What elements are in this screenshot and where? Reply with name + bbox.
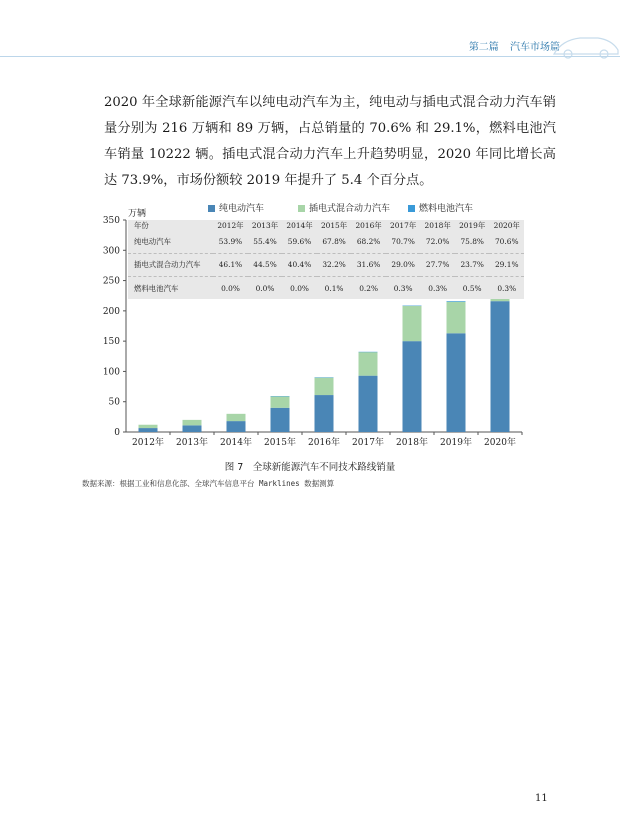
table-cell: 46.1%	[213, 253, 248, 276]
legend-label-phev: 插电式混合动力汽车	[309, 204, 391, 214]
bar-phev	[403, 306, 422, 341]
table-cell: 32.2%	[317, 253, 352, 276]
legend-label-bev: 纯电动汽车	[219, 204, 265, 214]
bar-phev	[227, 414, 246, 421]
table-header-row	[128, 220, 524, 231]
bar-phev	[139, 425, 158, 428]
table-header-cell: 2013年	[251, 221, 279, 230]
table-header-cell: 2015年	[320, 221, 348, 230]
table-header-cell: 2012年	[217, 221, 244, 230]
table-row	[128, 277, 524, 299]
bar-phev	[447, 302, 466, 333]
x-tick-label: 2014年	[220, 438, 252, 448]
table-cell: 53.9%	[213, 231, 248, 253]
x-tick-label: 2012年	[132, 438, 164, 448]
table-cell: 68.2%	[351, 231, 386, 253]
share-table	[128, 220, 524, 299]
table-cell: 纯电动汽车	[128, 231, 213, 253]
table-header-cell: 2018年	[424, 221, 451, 230]
bar-phev	[315, 377, 334, 395]
bar-phev	[183, 420, 202, 425]
table-cell: 29.1%	[489, 253, 524, 276]
bar-bev	[271, 408, 290, 432]
bar-bev	[447, 333, 466, 432]
y-tick-label: 300	[102, 246, 120, 257]
bar-bev	[227, 421, 246, 432]
table-cell: 0.0%	[255, 283, 275, 293]
table-cell: 40.4%	[282, 253, 317, 276]
x-tick-label: 2018年	[396, 438, 428, 448]
table-header-cell: 2016年	[355, 221, 382, 230]
bar-fcev	[447, 301, 466, 302]
table-cell: 插电式混合动力汽车	[128, 253, 213, 276]
table-cell: 29.0%	[386, 253, 421, 276]
x-tick-label: 2013年	[176, 438, 208, 448]
table-cell: 0.5%	[462, 283, 482, 293]
table-cell: 70.6%	[489, 231, 524, 253]
x-tick-label: 2015年	[264, 438, 296, 448]
table-cell: 0.3%	[497, 283, 517, 293]
bar-bev	[183, 425, 202, 432]
legend-label-fcev: 燃料电池汽车	[419, 204, 474, 214]
table-cell: 44.5%	[248, 253, 283, 276]
y-tick-label: 250	[102, 276, 120, 287]
x-tick-label: 2016年	[308, 438, 340, 448]
table-cell: 75.8%	[455, 231, 490, 253]
table-cell: 31.6%	[351, 253, 386, 276]
x-tick-label: 2017年	[352, 438, 384, 448]
table-cell: 27.7%	[420, 253, 455, 276]
table-cell: 0.0%	[290, 283, 309, 293]
table-cell: 0.1%	[324, 283, 344, 293]
table-header-cell: 2017年	[390, 221, 417, 230]
table-cell: 55.4%	[248, 231, 283, 253]
y-tick-label: 150	[102, 337, 120, 348]
table-cell: 59.6%	[282, 231, 317, 253]
y-tick-label: 50	[108, 397, 120, 408]
table-cell: 燃料电池汽车	[134, 283, 179, 293]
table-header-cell: 年份	[134, 221, 149, 230]
body-paragraph: 2020 年全球新能源汽车以纯电动汽车为主，纯电动与插电式混合动力汽车销量分别为 216 万辆和 89 万辆，占总销量的 70.6% 和 29.1%，燃料电池汽车销量 10222 辆。插电式混合动力汽车上升趋势明显，2020 年同比增长高达 73.9%，市场份额较 2019 年提升了 5.4 个百分点。	[104, 95, 556, 188]
table-cell: 70.7%	[386, 231, 421, 253]
bar-phev	[271, 396, 290, 408]
y-axis-unit: 万辆	[128, 209, 147, 219]
bar-phev	[359, 352, 378, 376]
y-tick-label: 100	[102, 367, 120, 378]
table-cell: 0.3%	[428, 283, 448, 293]
table-row	[128, 231, 524, 253]
table-cell: 72.0%	[420, 231, 455, 253]
bar-bev	[403, 341, 422, 432]
y-tick-label: 200	[102, 306, 120, 317]
table-cell: 0.2%	[359, 283, 378, 293]
bar-bev	[315, 395, 334, 432]
x-tick-label: 2019年	[440, 438, 472, 448]
page-number: 11	[535, 793, 548, 804]
bar-bev	[139, 428, 158, 432]
section-label: 第二篇	[468, 42, 499, 53]
table-header-cell: 2019年	[459, 221, 486, 230]
x-tick-label: 2020年	[484, 438, 516, 448]
table-cell: 67.8%	[317, 231, 352, 253]
table-cell: 23.7%	[455, 253, 490, 276]
y-tick-label: 0	[114, 428, 120, 438]
table-header-cell: 2020年	[493, 221, 520, 230]
figure-caption: 图 7 全球新能源汽车不同技术路线销量	[224, 462, 396, 473]
data-source: 数据来源：根据工业和信息化部、全球汽车信息平台 Marklines 数据测算	[82, 479, 335, 488]
y-tick-label: 350	[102, 216, 120, 226]
table-cell: 0.3%	[393, 283, 413, 293]
table-cell: 0.0%	[221, 283, 240, 293]
table-header-cell: 2014年	[286, 221, 313, 230]
bar-bev	[359, 376, 378, 432]
table-row	[128, 253, 524, 276]
bar-bev	[491, 301, 510, 432]
section-title: 汽车市场篇	[510, 42, 560, 53]
